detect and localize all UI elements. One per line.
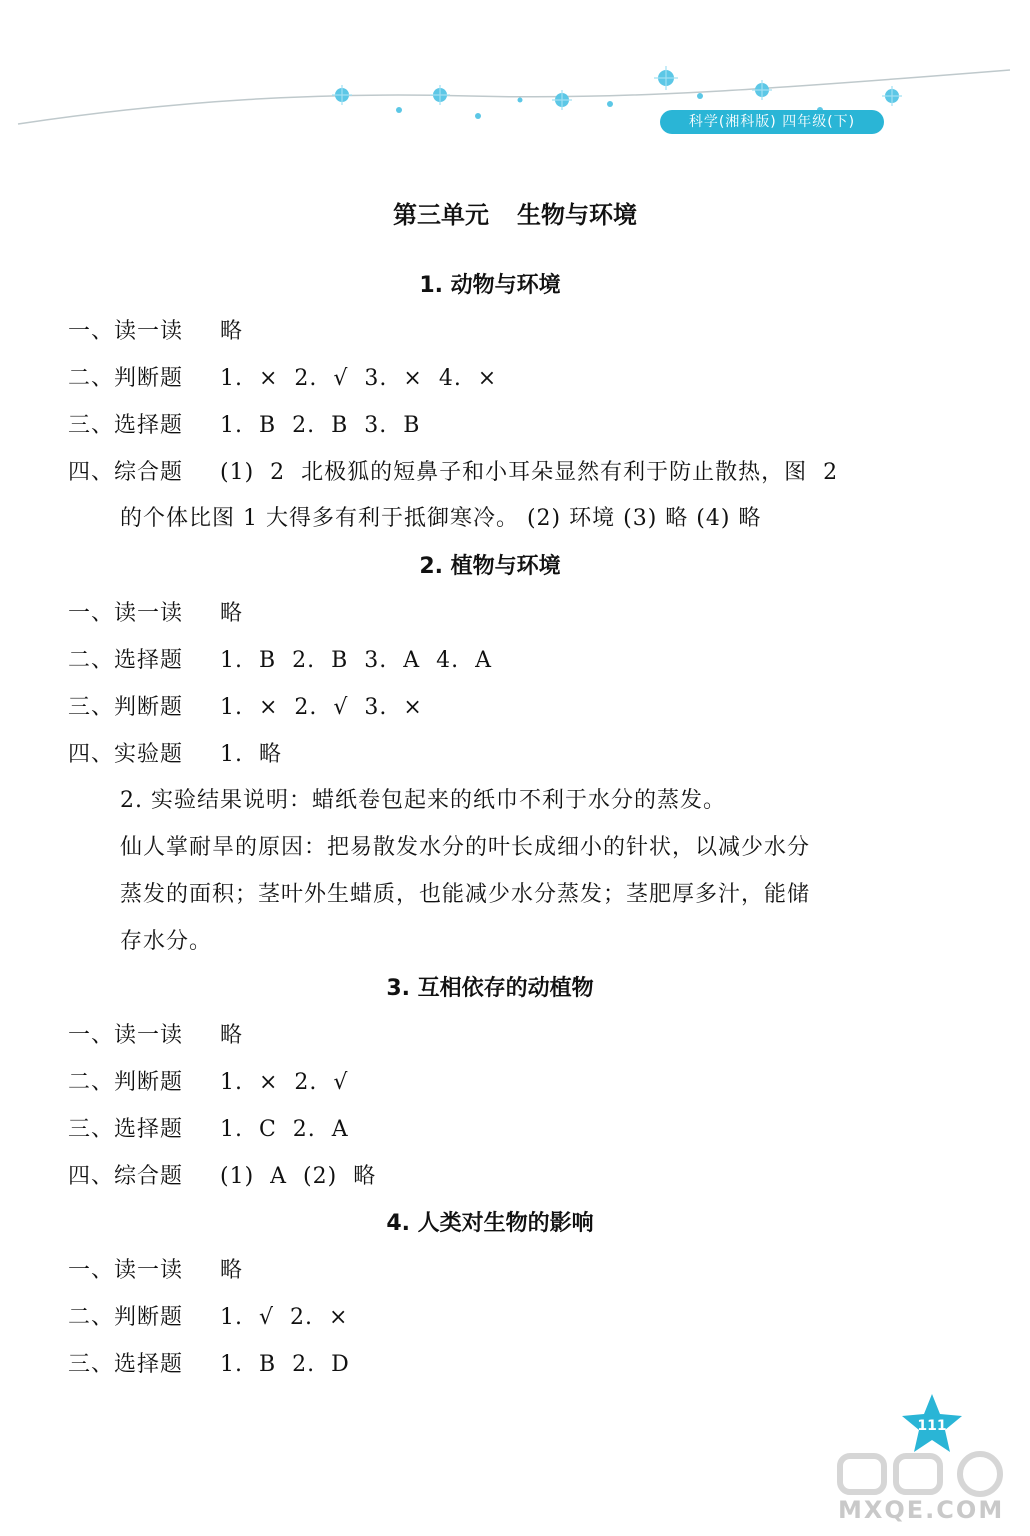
question-label: 四、实验题 (68, 742, 184, 767)
experiment-result: 2. 实验结果说明：蜡纸卷包起来的纸巾不利于水分的蒸发。 (120, 788, 726, 813)
answer-text: 1. C 2. A (220, 1117, 349, 1142)
question-label: 一、读一读 (68, 319, 184, 344)
section-title: 4. 人类对生物的影响 (386, 1211, 594, 1236)
watermark-text: MXQE.COM (838, 1496, 1005, 1524)
answer-text: 略 (220, 1258, 244, 1283)
answer-text: 1. B 2. D (220, 1352, 350, 1377)
unit-number: 第三单元 (393, 201, 489, 229)
question-label: 四、综合题 (68, 1164, 184, 1189)
answer-line (68, 1159, 376, 1190)
question-label: 一、读一读 (68, 1258, 184, 1283)
answer-text: 1. 略 (220, 742, 282, 767)
answer-line (68, 408, 420, 439)
question-label: 二、选择题 (68, 648, 184, 673)
question-label: 三、选择题 (68, 413, 184, 438)
answer-line (68, 455, 838, 486)
question-label: 三、选择题 (68, 1117, 184, 1142)
book-badge: 科学(湘科版) 四年级(下) (660, 110, 884, 134)
answer-line (68, 1112, 349, 1143)
answer-line (68, 596, 243, 627)
answer-line (68, 1065, 348, 1096)
section-title: 3. 互相依存的动植物 (386, 976, 594, 1001)
header-decoration (0, 0, 1030, 160)
answer-text: 1. × 2. √ 3. × (220, 695, 423, 720)
page-number: 111 (917, 1418, 947, 1434)
answer-line (68, 1300, 348, 1331)
question-label: 三、选择题 (68, 1352, 184, 1377)
answer-text: 略 (220, 1023, 244, 1048)
cactus-explanation: 存水分。 (120, 929, 213, 954)
unit-title (0, 195, 1030, 230)
answer-text: 略 (220, 319, 244, 344)
question-label: 一、读一读 (68, 1023, 184, 1048)
cactus-explanation: 蒸发的面积；茎叶外生蜡质，也能减少水分蒸发；茎肥厚多汁，能储 (120, 882, 811, 907)
answer-text: 1. B 2. B 3. A 4. A (220, 648, 493, 673)
answer-continuation: 的个体比图 1 大得多有利于抵御寒冷。 (2) 环境 (3) 略 (4) 略 (120, 506, 762, 531)
answer-text: 1. × 2. √ (220, 1070, 349, 1095)
question-label: 二、判断题 (68, 1070, 184, 1095)
answer-text: 1. B 2. B 3. B (220, 413, 421, 438)
answer-line (68, 314, 243, 345)
answer-text: (1) A (2) 略 (220, 1164, 377, 1189)
section-title: 2. 植物与环境 (419, 554, 561, 579)
section-title: 1. 动物与环境 (419, 273, 561, 298)
answer-text: 略 (220, 601, 244, 626)
question-label: 二、判断题 (68, 366, 184, 391)
page-number-star (900, 1392, 964, 1456)
question-label: 四、综合题 (68, 460, 184, 485)
answer-line (68, 643, 492, 674)
answer-text: 1. × 2. √ 3. × 4. × (220, 366, 498, 391)
question-label: 二、判断题 (68, 1305, 184, 1330)
answer-line (68, 1347, 350, 1378)
answer-line (68, 361, 497, 392)
answer-text: 1. √ 2. × (220, 1305, 349, 1330)
answer-line (68, 737, 282, 768)
answer-line (68, 690, 423, 721)
unit-name: 生物与环境 (517, 201, 637, 229)
question-label: 三、判断题 (68, 695, 184, 720)
answer-line (68, 1018, 243, 1049)
question-label: 一、读一读 (68, 601, 184, 626)
answer-text: (1) 2 北极狐的短鼻子和小耳朵显然有利于防止散热，图 2 (220, 460, 839, 485)
answer-line (68, 1253, 243, 1284)
cactus-explanation: 仙人掌耐旱的原因：把易散发水分的叶长成细小的针状，以减少水分 (120, 835, 811, 860)
